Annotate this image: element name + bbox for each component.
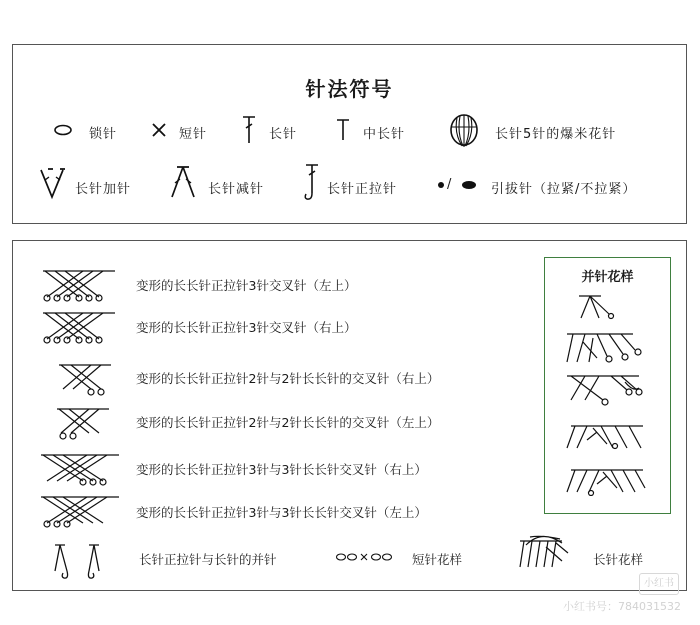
single-crochet-icon [151,122,167,138]
cable-3-right-icon [39,307,119,349]
label-dc-decrease: 长针减针 [208,182,265,197]
cable-3-left-icon [39,265,119,307]
dc-pattern-icon [516,533,572,571]
row-label-3: 变形的长长针正拉针2针与2针长长针的交叉针（右上） [136,371,440,386]
decrease-pattern-symbol-2 [563,328,649,372]
watermark-logo: 小红书 [639,573,679,595]
sc-pattern-icon [335,551,399,563]
bottom-label-3: 长针花样 [593,552,644,567]
decrease-pattern-symbol-5 [563,462,649,500]
dc-decrease-icon [169,165,197,199]
decrease-pattern-box [544,257,671,514]
dc-increase-icon [39,167,65,199]
row-label-6: 变形的长长针正拉针3针与3针长长针交叉针（左上） [136,505,427,520]
decrease-pattern-symbol-4 [563,418,649,456]
label-single-crochet: 短针 [179,127,208,142]
slip-stitch-separator: / [447,177,453,192]
watermark-text: 小红书号：784031532 [563,600,681,613]
stitch-symbols-legend [12,44,687,224]
cable-2-right-icon [55,359,115,401]
slip-stitch-icon [437,179,479,191]
label-dc-increase: 长针加针 [75,182,132,197]
label-slip-stitch: 引拔针（拉紧/不拉紧） [491,182,637,197]
fpdc-dc-decrease-icon [51,541,113,581]
row-label-2: 变形的长长针正拉针3针交叉针（右上） [136,320,357,335]
double-crochet-icon [241,115,257,145]
bottom-label-2: 短针花样 [412,552,463,567]
row-label-1: 变形的长长针正拉针3针交叉针（左上） [136,278,357,293]
label-front-post-dc: 长针正拉针 [327,182,398,197]
half-double-crochet-icon [335,118,351,142]
decrease-pattern-title: 并针花样 [581,270,634,285]
cable-2-left-icon [53,403,113,445]
popcorn-stitch-icon [449,113,479,151]
label-popcorn-stitch: 长针5针的爆米花针 [495,127,617,142]
decrease-pattern-symbol-1 [575,292,619,326]
bottom-label-1: 长针正拉针与长针的并针 [139,552,277,567]
cable-stitches-panel [12,240,687,591]
legend-title: 针法符号 [305,77,394,101]
label-chain-stitch: 锁针 [89,127,118,142]
row-label-4: 变形的长长针正拉针2针与2针长长针的交叉针（左上） [136,415,440,430]
chain-stitch-icon [53,124,73,136]
front-post-dc-icon [303,163,323,203]
label-half-double-crochet: 中长针 [363,127,406,142]
cable-3x3-right-icon [39,449,123,491]
row-label-5: 变形的长长针正拉针3针与3针长长针交叉针（右上） [136,462,427,477]
label-double-crochet: 长针 [269,127,298,142]
decrease-pattern-symbol-3 [563,370,649,410]
cable-3x3-left-icon [39,491,123,533]
